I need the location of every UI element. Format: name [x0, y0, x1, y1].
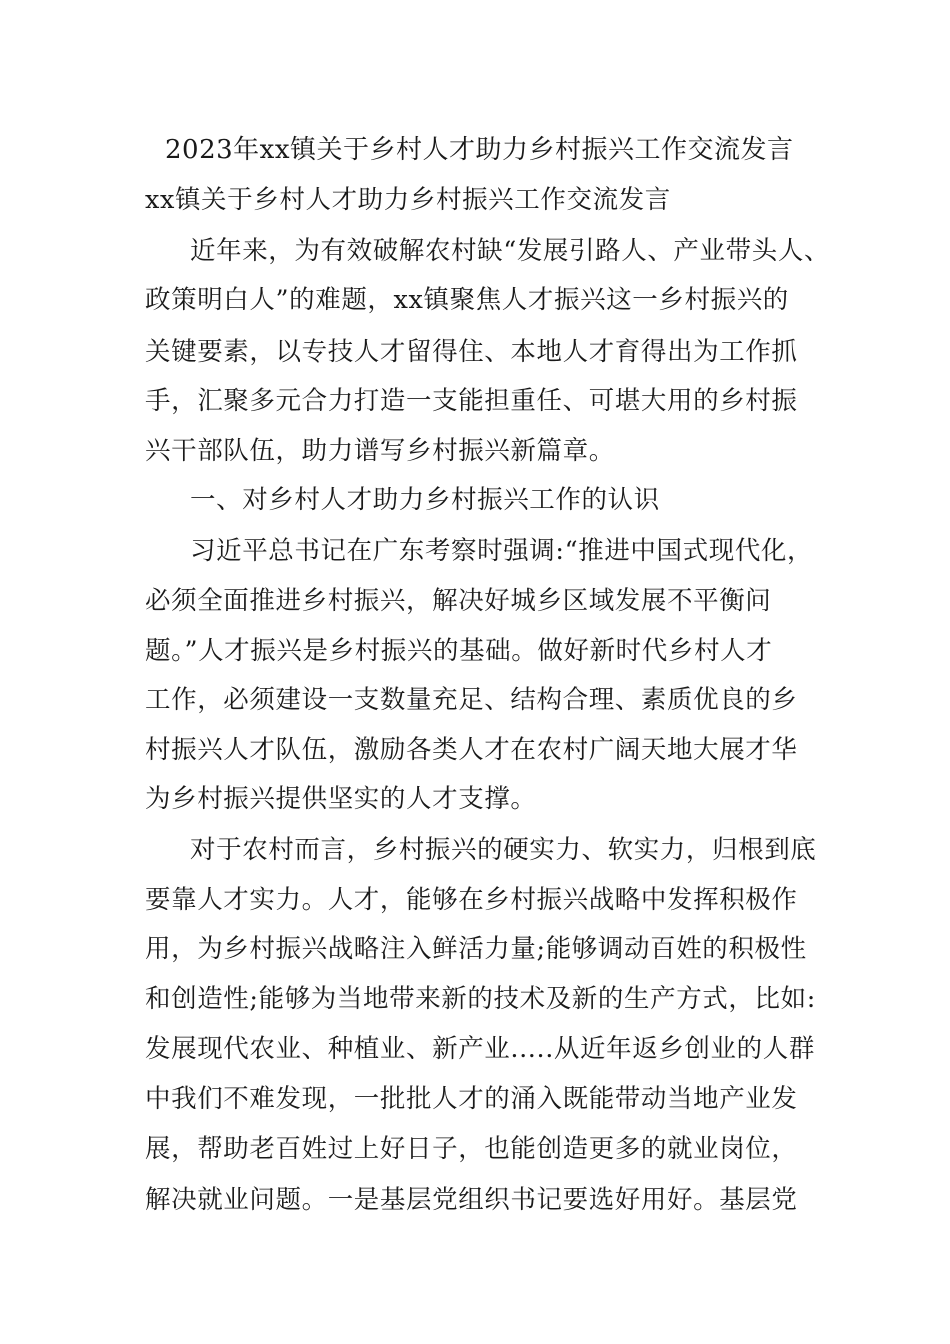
paragraph-line: 要靠人才实力。人才，能够在乡村振兴战略中发挥积极作 — [145, 885, 798, 915]
paragraph-line: 题。”人才振兴是乡村振兴的基础。做好新时代乡村人才 — [145, 636, 773, 666]
paragraph-line: 发展现代农业、种植业、新产业.....从近年返乡创业的人群 — [145, 1034, 815, 1064]
paragraph-line: 工作，必须建设一支数量充足、结构合理、素质优良的乡 — [145, 685, 798, 715]
section-heading: 一、对乡村人才助力乡村振兴工作的认识 — [190, 485, 660, 515]
paragraph-line: 必须全面推进乡村振兴，解决好城乡区域发展不平衡问 — [145, 586, 772, 616]
paragraph-line: 和创造性;能够为当地带来新的技术及新的生产方式，比如: — [145, 984, 816, 1014]
paragraph-line: 展，帮助老百姓过上好日子，也能创造更多的就业岗位， — [145, 1134, 798, 1164]
paragraph-line: 政策明白人”的难题，xx镇聚焦人才振兴这一乡村振兴的 — [145, 285, 789, 315]
paragraph-line: 关键要素，以专技人才留得住、本地人才育得出为工作抓 — [145, 337, 798, 367]
paragraph-line: 对于农村而言，乡村振兴的硬实力、软实力，归根到底 — [190, 835, 817, 865]
paragraph-line: 村振兴人才队伍，激励各类人才在农村广阔天地大展才华 — [145, 735, 798, 765]
paragraph-line: 习近平总书记在广东考察时强调:“推进中国式现代化， — [190, 536, 814, 566]
paragraph-line: 解决就业问题。一是基层党组织书记要选好用好。基层党 — [145, 1185, 798, 1215]
paragraph-line: 中我们不难发现，一批批人才的涌入既能带动当地产业发 — [145, 1084, 798, 1114]
paragraph-line: 近年来，为有效破解农村缺“发展引路人、产业带头人、 — [190, 236, 831, 266]
paragraph-line: 为乡村振兴提供坚实的人才支撑。 — [145, 784, 537, 814]
document-subtitle: xx镇关于乡村人才助力乡村振兴工作交流发言 — [145, 185, 671, 215]
document-title: 2023年xx镇关于乡村人才助力乡村振兴工作交流发言 — [165, 135, 794, 165]
paragraph-line: 手，汇聚多元合力打造一支能担重任、可堪大用的乡村振 — [145, 386, 798, 416]
paragraph-line: 用，为乡村振兴战略注入鲜活力量;能够调动百姓的积极性 — [145, 934, 807, 964]
paragraph-line: 兴干部队伍，助力谱写乡村振兴新篇章。 — [145, 436, 615, 466]
